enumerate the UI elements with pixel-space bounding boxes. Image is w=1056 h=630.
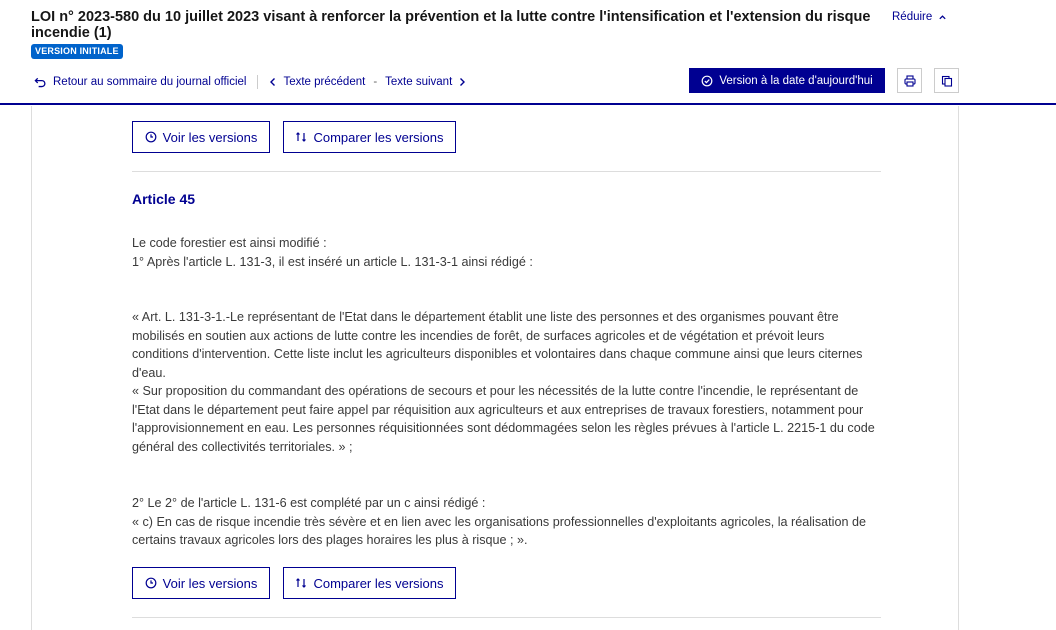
next-text-link[interactable]	[385, 76, 466, 88]
back-to-summary-link[interactable]	[34, 76, 246, 88]
divider	[132, 171, 881, 172]
compare-versions-label: Comparer les versions	[313, 129, 444, 145]
clock-icon	[145, 577, 157, 589]
chevron-right-icon	[458, 77, 466, 87]
previous-text-label: Texte précédent	[283, 76, 366, 88]
back-label: Retour au sommaire du journal officiel	[53, 76, 247, 88]
compare-versions-button-top[interactable]	[283, 121, 456, 153]
article-title: Article 45	[132, 191, 196, 207]
reduce-label: Réduire	[892, 11, 933, 23]
nav-dash: -	[373, 76, 378, 88]
chevron-up-icon	[938, 13, 947, 22]
today-version-button[interactable]	[689, 68, 885, 93]
compare-icon	[295, 131, 307, 143]
divider	[132, 617, 881, 618]
view-versions-button-top[interactable]	[132, 121, 270, 153]
undo-icon	[34, 76, 47, 88]
text-navigation	[34, 73, 466, 91]
clock-icon	[145, 131, 157, 143]
compare-versions-button-bottom[interactable]	[283, 567, 456, 599]
page-title: LOI n° 2023-580 du 10 juillet 2023 visant à renforcer la prévention et la lutte contre l'intensification et l'extension du risque incendie (1)	[31, 9, 871, 41]
version-badge: VERSION INITIALE	[31, 44, 123, 59]
copy-button[interactable]	[934, 68, 959, 93]
view-versions-label: Voir les versions	[162, 575, 258, 591]
article-quote: « Art. L. 131-3-1.-Le représentant de l'Etat dans le département établit une liste des personnes et des organismes pouvant être mobilisés en soutien aux actions de lutte contre les incendies de forêt, de surfaces agricoles et de végétation et prévoit leurs conditions d'intervention. Cette liste inclut les agriculteurs disponibles et volontaires dans chaque commune ainsi que leurs citernes d'eau. « Sur proposition du commandant des opérations de secours et pour les nécessités de la lutte contre l'incendie, le représentant de l'Etat dans le département peut faire appel par réquisition aux agriculteurs et aux entreprises de travaux forestiers, notamment pour l'approvisionnement en eau. Les personnes réquisitionnées sont dédommagées selon les règles prévues à l'article L. 2215-1 du code général des collectivités territoriales. » ;	[132, 310, 875, 454]
copy-icon	[941, 75, 953, 87]
print-icon	[904, 75, 916, 87]
print-button[interactable]	[897, 68, 922, 93]
article-second-point: 2° Le 2° de l'article L. 131-6 est complété par un c ainsi rédigé : « c) En cas de risque incendie très sévère et en lien avec les organisations professionnelles d'exploitants agricoles, la réalisation de certains travaux agricoles lors des plages horaires les plus à risque ; ».	[132, 496, 866, 547]
compare-versions-label: Comparer les versions	[313, 575, 444, 591]
today-version-label: Version à la date d'aujourd'hui	[719, 74, 873, 87]
chevron-left-icon	[269, 77, 277, 87]
article-intro: Le code forestier est ainsi modifié : 1° Après l'article L. 131-3, il est inséré un article L. 131-3-1 ainsi rédigé :	[132, 236, 533, 269]
nav-divider	[257, 75, 258, 89]
view-versions-label: Voir les versions	[162, 129, 258, 145]
next-text-label: Texte suivant	[385, 76, 453, 88]
document-header	[0, 0, 1056, 105]
view-versions-button-bottom[interactable]	[132, 567, 270, 599]
compare-icon	[295, 577, 307, 589]
reduce-button[interactable]	[892, 11, 947, 23]
previous-text-link[interactable]	[269, 76, 365, 88]
check-circle-icon	[701, 75, 713, 87]
